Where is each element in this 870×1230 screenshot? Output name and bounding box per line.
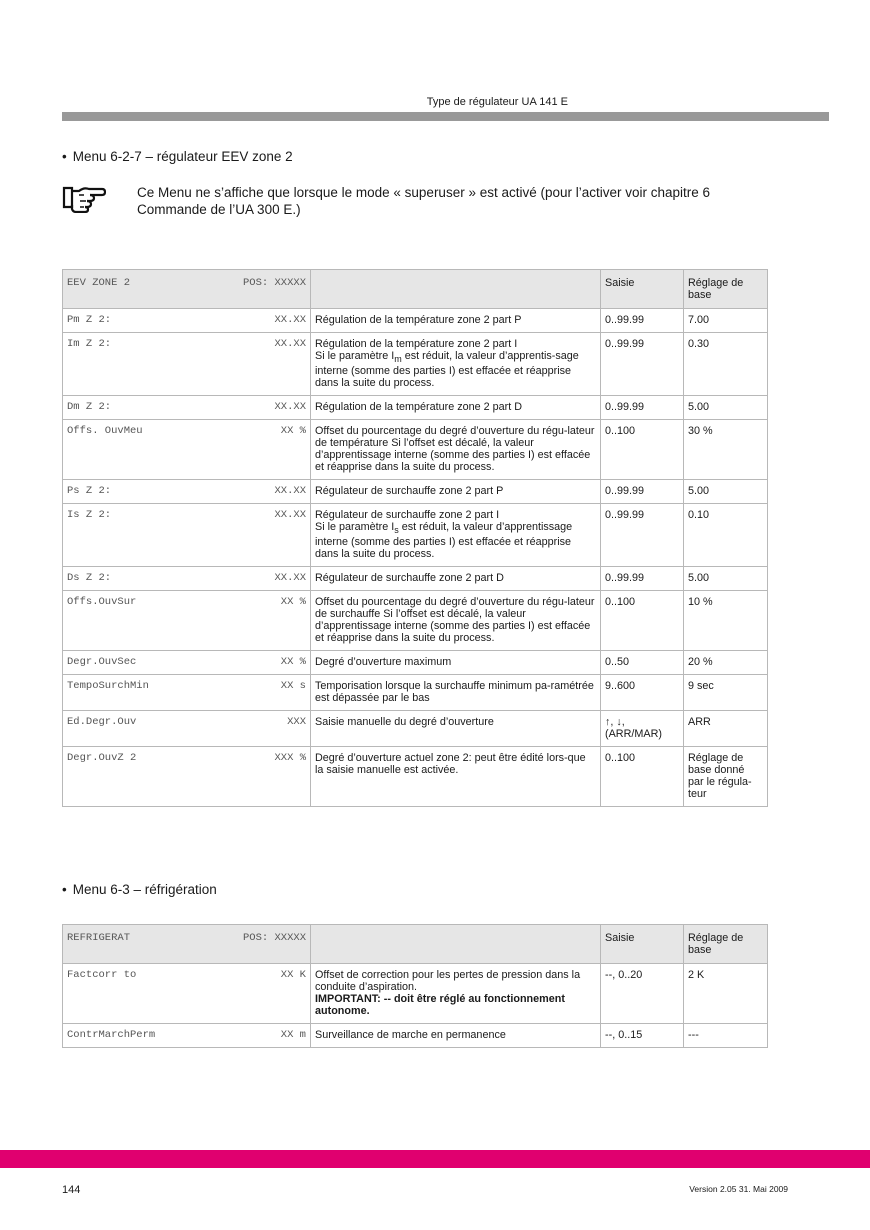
param-desc: Régulateur de surchauffe zone 2 part D — [311, 567, 601, 591]
param-value: XXX — [287, 716, 306, 729]
param-default: 5.00 — [684, 567, 768, 591]
param-value: XX % — [280, 656, 306, 669]
param-input: 0..99.99 — [601, 504, 684, 567]
bullet: • — [62, 882, 67, 897]
param-default: 9 sec — [684, 675, 768, 711]
eev-zone-2-table — [62, 269, 768, 807]
param-desc: Saisie manuelle du degré d’ouverture — [311, 711, 601, 747]
param-input: 0..50 — [601, 651, 684, 675]
param-code: Degr.OuvSec — [67, 656, 137, 669]
param-input: 0..99.99 — [601, 333, 684, 396]
table-row — [63, 567, 768, 591]
param-input: 0..99.99 — [601, 567, 684, 591]
table-row — [63, 651, 768, 675]
table-row — [63, 747, 768, 807]
param-code: Dm Z 2: — [67, 401, 112, 414]
bullet: • — [62, 149, 67, 164]
param-default: 5.00 — [684, 480, 768, 504]
param-value: XX.XX — [274, 314, 306, 326]
param-input: --, 0..15 — [601, 1024, 684, 1048]
table-row — [63, 396, 768, 420]
header-code: EEV ZONE 2 — [67, 277, 131, 289]
param-input: 0..99.99 — [601, 480, 684, 504]
header-code-cell — [63, 925, 311, 964]
param-input: 0..100 — [601, 420, 684, 480]
header-desc — [311, 270, 601, 309]
param-desc: Régulateur de surchauffe zone 2 part P — [311, 480, 601, 504]
param-input: 0..100 — [601, 591, 684, 651]
table-row — [63, 333, 768, 396]
param-desc: Temporisation lorsque la surchauffe minimum pa-ramétrée est dépassée par le bas — [311, 675, 601, 711]
param-code: Ps Z 2: — [67, 485, 112, 498]
param-input: 0..100 — [601, 747, 684, 807]
header-input: Saisie — [601, 925, 684, 964]
header-code: REFRIGERAT — [67, 932, 131, 944]
page-number: 144 — [62, 1184, 81, 1196]
param-value: XX K — [280, 969, 306, 981]
param-default: 0.30 — [684, 333, 768, 396]
table-row — [63, 711, 768, 747]
superuser-note: Ce Menu ne s’affiche que lorsque le mode « superuser » est activé (pour l’activer voir chapitre 6 Commande de l’UA 300 E.) — [137, 185, 711, 217]
header-desc — [311, 925, 601, 964]
table-row — [63, 591, 768, 651]
param-desc: Régulateur de surchauffe zone 2 part I Si le paramètre $I_s$ est réduit, la valeur d’apprentissage interne (somme des parties I) est effacée et réapprise dans la suite du process. — [311, 504, 601, 567]
param-value: XX % — [280, 425, 306, 438]
param-code: Ds Z 2: — [67, 572, 112, 585]
param-input: 9..600 — [601, 675, 684, 711]
table-header-row — [63, 925, 768, 964]
table-row — [63, 504, 768, 567]
header-input: Saisie — [601, 270, 684, 309]
param-code: ContrMarchPerm — [67, 1029, 156, 1041]
header-default: Réglage de base — [684, 925, 768, 964]
param-input: 0..99.99 — [601, 309, 684, 333]
param-default: Réglage de base donné par le régula-teur — [684, 747, 768, 807]
param-code: Is Z 2: — [67, 509, 112, 522]
version-info: Version 2.05 31. Mai 2009 — [689, 1184, 788, 1194]
param-default: 7.00 — [684, 309, 768, 333]
section-heading-text: Menu 6-2-7 – régulateur EEV zone 2 — [72, 149, 293, 164]
param-value: XX.XX — [274, 485, 306, 498]
param-value: XX.XX — [274, 338, 306, 350]
param-default: 2 K — [684, 964, 768, 1024]
param-value: XX.XX — [274, 509, 306, 522]
table-row — [63, 309, 768, 333]
param-code: TempoSurchMin — [67, 680, 149, 693]
section-heading-text: Menu 6-3 – réfrigération — [72, 882, 217, 897]
param-code: Ed.Degr.Ouv — [67, 716, 137, 729]
param-default: 20 % — [684, 651, 768, 675]
param-default: ARR — [684, 711, 768, 747]
pointing-hand-icon — [62, 183, 106, 213]
footer-accent-bar — [0, 1150, 870, 1168]
header-pos: POS: XXXXX — [242, 932, 306, 944]
param-value: XXX % — [274, 752, 306, 765]
table-row — [63, 1024, 768, 1048]
param-value: XX.XX — [274, 401, 306, 414]
table-header-row — [63, 270, 768, 309]
refrigeration-table — [62, 924, 768, 1048]
param-default: 0.10 — [684, 504, 768, 567]
table-row — [63, 964, 768, 1024]
header-bar — [62, 112, 829, 121]
param-code: Degr.OuvZ 2 — [67, 752, 137, 765]
param-desc: Surveillance de marche en permanence — [311, 1024, 601, 1048]
section-heading-menu-6-3 — [62, 882, 217, 897]
param-code: Factcorr to — [67, 969, 137, 981]
param-desc: Régulation de la température zone 2 part I Si le paramètre $I_m$ est réduit, la valeur d’apprentis-sage interne (somme des parties I) est effacée et réapprise dans la suite du process. — [311, 333, 601, 396]
param-default: 5.00 — [684, 396, 768, 420]
table-row — [63, 420, 768, 480]
section-heading-menu-6-2-7 — [62, 149, 293, 164]
param-desc: Degré d’ouverture actuel zone 2: peut être édité lors-que la saisie manuelle est activée. — [311, 747, 601, 807]
param-code: Im Z 2: — [67, 338, 112, 350]
important-note: IMPORTANT: -- doit être réglé au fonctionnement autonome. — [315, 993, 565, 1017]
param-desc: Offset du pourcentage du degré d’ouverture du régu-lateur de surchauffe Si l’offset est décalé, la valeur d’apprentissage interne (somme des parties I) est effacée et réapprise dans la suite du process. — [311, 591, 601, 651]
param-default: 10 % — [684, 591, 768, 651]
header-code-cell — [63, 270, 311, 309]
param-input: 0..99.99 — [601, 396, 684, 420]
param-input: ↑, ↓, (ARR/MAR) — [601, 711, 684, 747]
param-default: --- — [684, 1024, 768, 1048]
param-code: Offs.OuvSur — [67, 596, 137, 609]
param-desc: Régulation de la température zone 2 part D — [311, 396, 601, 420]
param-desc: Offset du pourcentage du degré d’ouverture du régu-lateur de température Si l’offset est décalé, la valeur d’apprentissage interne (somme des parties I) est effacée et réapprise dans la suite du process. — [311, 420, 601, 480]
param-code: Pm Z 2: — [67, 314, 112, 326]
document-title: Type de régulateur UA 141 E — [426, 96, 568, 108]
param-input: --, 0..20 — [601, 964, 684, 1024]
param-desc: Régulation de la température zone 2 part P — [311, 309, 601, 333]
param-value: XX % — [280, 596, 306, 609]
header-pos: POS: XXXXX — [242, 277, 306, 289]
param-desc: Degré d’ouverture maximum — [311, 651, 601, 675]
header-default: Réglage de base — [684, 270, 768, 309]
param-default: 30 % — [684, 420, 768, 480]
table-row — [63, 675, 768, 711]
param-desc: Offset de correction pour les pertes de pression dans la conduite d’aspiration. IMPORTANT: -- doit être réglé au fonctionnement autonome. — [311, 964, 601, 1024]
param-value: XX.XX — [274, 572, 306, 585]
param-value: XX s — [280, 680, 306, 693]
param-value: XX m — [280, 1029, 306, 1041]
param-code: Offs. OuvMeu — [67, 425, 143, 438]
table-row — [63, 480, 768, 504]
